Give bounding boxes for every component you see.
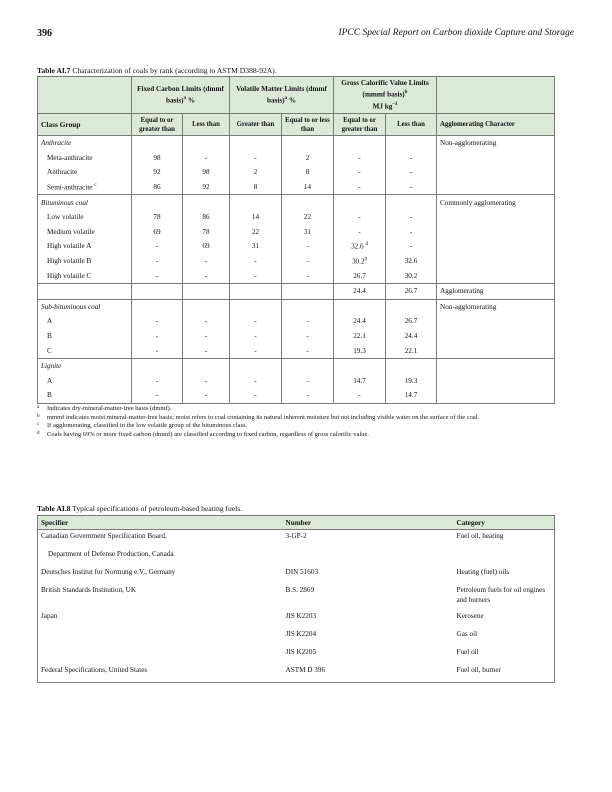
table-cell: DIN 51603 [285,568,319,576]
table-cell: 30.2$^d$ [334,254,386,269]
table-cell: - [282,239,334,254]
table-row [38,268,555,283]
table-cell: 14 [282,180,334,195]
table-cell: Fuel oil [456,648,479,656]
character-cell: Agglomerating [437,283,555,299]
table-cell: - [230,374,282,389]
table-cell: - [282,343,334,358]
table-ai8-caption-text: Typical specifications of petroleum-based heating fuels. [70,504,243,513]
table-cell [386,136,437,151]
table-cell: 30.2 [386,268,437,283]
table-cell [282,358,334,373]
table-cell [334,195,386,210]
table-cell: - [132,374,183,389]
group-lignite: Lignite [38,358,132,373]
character-cell: Non-agglomerating [437,136,555,151]
table-cell: - [282,268,334,283]
table-row [38,584,555,610]
table-cell [183,283,230,299]
table-row [38,136,555,151]
table-row [38,165,555,180]
table-cell [437,314,555,329]
table-cell: - [282,374,334,389]
table-row [38,225,555,240]
table-cell: 92 [183,180,230,195]
table-cell: - [334,225,386,240]
row-label: Meta-anthracite [38,151,132,166]
table-cell: 14 [230,210,282,225]
table-cell: - [183,343,230,358]
row-label: High volatile B [38,254,132,269]
header-vm-equal-less: Equal to or less than [282,114,334,136]
table-cell [282,195,334,210]
table-cell: 8 [282,165,334,180]
table-ai7-label: Table AI.7 [37,66,71,75]
table-cell [132,136,183,151]
table-cell [386,358,437,373]
page-number: 396 [37,28,52,39]
table-cell: - [334,165,386,180]
table-cell: JIS K2205 [285,648,317,656]
table-cell: - [230,388,282,403]
table-row [38,314,555,329]
table-cell: 86 [183,210,230,225]
row-label: B [38,388,132,403]
table-cell: - [334,388,386,403]
row-label: A [38,374,132,389]
table-row [38,151,555,166]
table-cell: - [132,388,183,403]
table-cell [437,225,555,240]
table-ai8-label: Table AI.8 [37,504,71,513]
table-cell [132,283,183,299]
table-cell: - [183,329,230,344]
table-cell [282,136,334,151]
table-cell [437,374,555,389]
coal-rank-table [37,76,555,404]
table-cell: - [386,165,437,180]
table-cell: 2 [230,165,282,180]
table-ai8-caption [37,504,242,513]
table-cell: - [230,343,282,358]
table-cell: - [282,314,334,329]
header-fc-equal-greater: Equal to or greater than [132,114,183,136]
table-cell: 31 [230,239,282,254]
table-cell: - [230,254,282,269]
table-cell: 22.1 [386,343,437,358]
table-cell: 8 [230,180,282,195]
table-row [38,664,555,683]
table-cell: Canadian Government Specification Board, [41,532,167,540]
table-cell: - [282,254,334,269]
table-cell [437,151,555,166]
table-row [38,388,555,403]
footnote-b: b mmmf indicates moist mineral-matter-free basis; moist refers to coal containing its natural inherent moisture but not including visible water on the surface of the coal. [37,413,480,421]
footnote-c: c If agglomerating, classified in the low volatile group of the bituminous class. [37,422,248,430]
table-cell: - [183,314,230,329]
heating-fuel-spec-table [37,515,555,683]
header-gross-calorific: Gross Calorific Value Limits (mmmf basis)$^b$ MJ $kg^{-1}$ [334,77,437,114]
header-category: Category [454,516,555,530]
table-cell: Fuel oil, heating [456,532,504,540]
header-number: Number [283,516,454,530]
table-cell: Federal Specifications, United States [41,666,148,674]
table-cell: 22.1 [334,329,386,344]
table-cell: - [183,388,230,403]
table-cell: - [386,239,437,254]
table-cell [437,165,555,180]
table-cell [132,195,183,210]
table-cell: 22 [282,210,334,225]
table-ai7-footnotes [37,405,557,439]
table-cell [283,548,454,566]
header-blank-right [437,77,555,114]
table-cell: - [230,314,282,329]
table-cell: 24.4 [386,329,437,344]
row-label: Semi-anthracite $^c$ [38,180,132,195]
table-row [38,566,555,584]
table-row [38,610,555,628]
table-cell [437,210,555,225]
table-cell: 24.4 [334,283,386,299]
table-cell [454,548,555,566]
table-cell: - [282,388,334,403]
table-cell [386,195,437,210]
header-specifier: Specifier [38,516,283,530]
group-anthracite: Anthracite [38,136,132,151]
table-cell [437,329,555,344]
table-row [38,646,555,664]
table-row [38,283,555,299]
table-row [38,210,555,225]
table-cell [38,646,283,664]
table-cell: Department of Defense Production, Canada [48,550,174,558]
table-row [38,239,555,254]
table-cell [437,268,555,283]
table-row [38,195,555,210]
table-cell [132,358,183,373]
table-cell: Japan [41,612,58,620]
row-label: C [38,343,132,358]
table-cell: - [334,180,386,195]
table-cell [183,136,230,151]
header-fixed-carbon: Fixed Carbon Limits (dmmf basis)$^a$ % [132,77,230,114]
character-cell: Commonly agglomerating [437,195,555,210]
table-row [38,329,555,344]
header-class-group: Class Group [38,114,132,136]
table-cell: 86 [132,180,183,195]
table-cell: - [132,254,183,269]
header-volatile-matter: Volatile Matter Limits (dmmf basis)$^a$ % [230,77,334,114]
table-cell: Deutsches Institut fur Normung e.V., Germany [41,568,176,576]
table-cell: 78 [183,225,230,240]
table-cell: 2 [282,151,334,166]
table-cell [183,358,230,373]
table-cell: Fuel oil, burner [456,666,502,674]
table-cell [437,239,555,254]
table-cell: ASTM D 396 [285,666,326,674]
group-bituminous: Bituminous coal [38,195,132,210]
character-cell: Non-agglomerating [437,299,555,314]
table-cell: - [132,343,183,358]
table-row [38,530,555,549]
table-cell: 22 [230,225,282,240]
header-agglomerating: Agglomerating Character [437,114,555,136]
table-cell: British Standards Institution, UK [41,586,137,594]
table-cell: 92 [132,165,183,180]
row-label: Medium volatile [38,225,132,240]
footnote-d: d Coals having 69% or more fixed carbon (dmmf) are classified according to fixed carbon, regardless of gross calorific value. [37,430,369,438]
row-label: B [38,329,132,344]
table-cell: 69 [132,225,183,240]
table-cell: - [183,151,230,166]
table-cell: 31 [282,225,334,240]
table-cell: JIS K2204 [285,630,317,638]
table-cell: Heating (fuel) oils [456,568,510,576]
table-cell: Gas oil [456,630,478,638]
row-label: Low volatile [38,210,132,225]
table-cell: 98 [183,165,230,180]
table-cell: 32.6 $^d$ [334,239,386,254]
table-row [38,358,555,373]
table-cell [334,358,386,373]
table-cell [334,136,386,151]
table-cell: 19.3 [386,374,437,389]
table-cell [38,283,132,299]
table-cell: - [132,314,183,329]
running-title: IPCC Special Report on Carbon dioxide Capture and Storage [338,28,574,38]
table-cell: - [230,329,282,344]
table-cell: JIS K2203 [285,612,317,620]
table-cell [437,388,555,403]
table-cell: - [132,268,183,283]
table-cell [38,628,283,646]
table-cell [230,136,282,151]
table-row [38,254,555,269]
table-cell [183,299,230,314]
table-cell: - [386,151,437,166]
table-ai7-caption-text: Characterization of coals by rank (according to ASTM D388-92A). [70,66,277,75]
table-row [38,628,555,646]
group-subbituminous: Sub-bituminous coal [38,299,132,314]
table-cell [282,299,334,314]
row-label: High volatile C [38,268,132,283]
header-gcv-equal-greater: Equal to or greater than [334,114,386,136]
table-cell: - [386,180,437,195]
footnote-a: a Indicates dry-mineral-matter-free basis (dmmf). [37,405,172,412]
row-label: High volatile A [38,239,132,254]
table-cell: - [132,329,183,344]
table-cell: 14.7 [386,388,437,403]
table-row [38,180,555,195]
table-cell [230,195,282,210]
table-cell [183,195,230,210]
table-cell: - [386,210,437,225]
table-cell [437,254,555,269]
table-cell [230,283,282,299]
table-cell: Kerosene [456,612,484,620]
table-row [38,374,555,389]
table-cell [230,299,282,314]
header-fc-less: Less than [183,114,230,136]
table-row [38,299,555,314]
table-cell [334,299,386,314]
table-cell: - [282,329,334,344]
table-cell: 26.7 [386,314,437,329]
table-cell: 19.3 [334,343,386,358]
table-cell [437,358,555,373]
table-cell: 32.6 [386,254,437,269]
table-cell: 14.7 [334,374,386,389]
table-cell [437,180,555,195]
table-cell: 26.7 [334,268,386,283]
header-vm-greater: Greater than [230,114,282,136]
table-cell: - [386,225,437,240]
header-gcv-less: Less than [386,114,437,136]
header-blank [38,77,132,114]
table-cell: - [183,254,230,269]
table-cell: - [230,151,282,166]
row-label: Anthracite [38,165,132,180]
table-cell: 98 [132,151,183,166]
table-cell: - [334,210,386,225]
table-cell: Petroleum fuels for oil engines and burners [456,586,546,604]
table-cell: 3-GP-2 [285,532,307,540]
table-cell [282,283,334,299]
table-cell: - [230,268,282,283]
table-row [38,548,555,566]
table-cell [230,358,282,373]
table-cell [386,299,437,314]
table-cell: 24.4 [334,314,386,329]
table-cell [437,343,555,358]
table-ai7-caption [37,66,277,75]
table-cell: - [334,151,386,166]
table-row [38,343,555,358]
table-cell: - [183,374,230,389]
table-cell: - [183,268,230,283]
table-cell: 78 [132,210,183,225]
table-cell: - [132,239,183,254]
table-cell [132,299,183,314]
table-cell: 26.7 [386,283,437,299]
table-cell: B.S. 2869 [285,586,315,594]
table-cell: 69 [183,239,230,254]
row-label: A [38,314,132,329]
